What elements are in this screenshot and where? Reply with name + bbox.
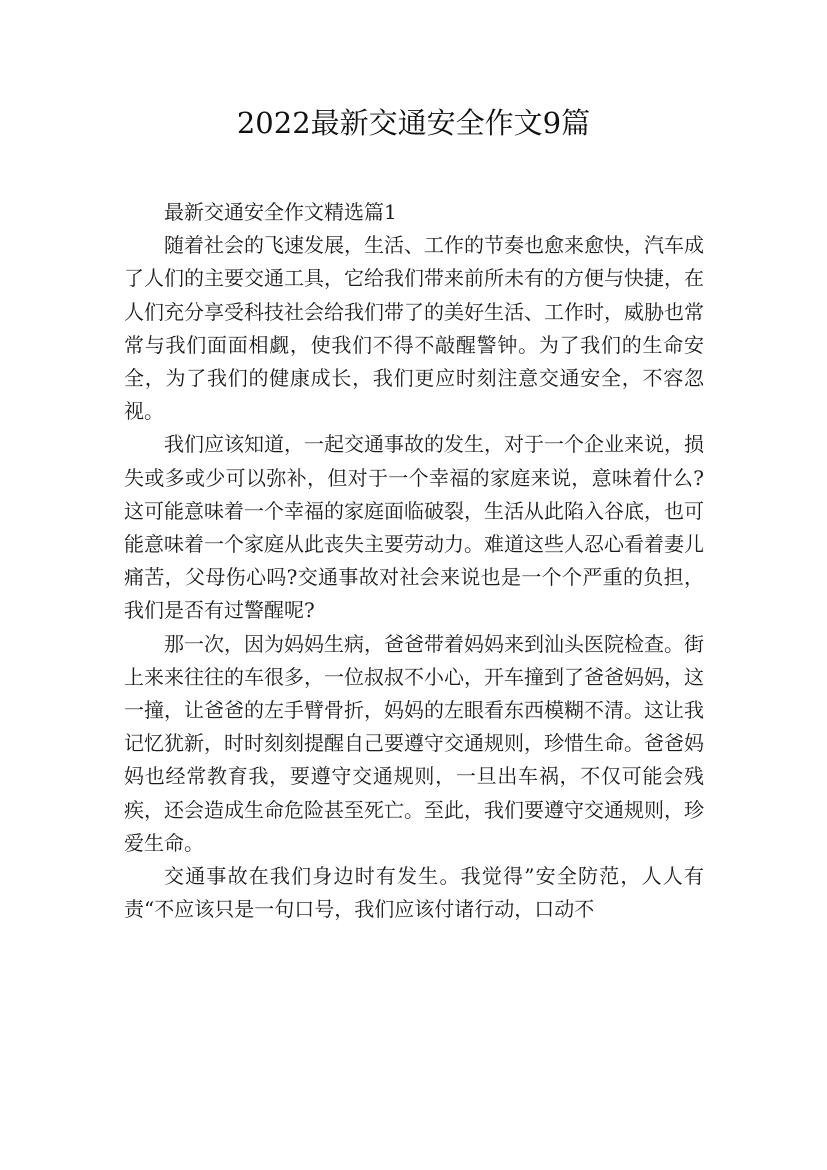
paragraph-3: 那一次，因为妈妈生病，爸爸带着妈妈来到汕头医院检查。街上来来往往的车很多，一位叔叔不小心，开车撞到了爸爸妈妈，这一撞，让爸爸的左手臂骨折，妈妈的左眼看东西模糊不清。这让我记忆犹新，时时刻刻提醒自己要遵守交通规则，珍惜生命。爸爸妈妈也经常教育我，要遵守交通规则，一旦出车祸，不仅可能会残疾，还会造成生命危险甚至死亡。至此，我们要遵守交通规则，珍爱生命。	[124, 631, 704, 855]
paragraph-1: 随着社会的飞速发展，生活、工作的节奏也愈来愈快，汽车成了人们的主要交通工具，它给我们带来前所未有的方便与快捷，在人们充分享受科技社会给我们带了的美好生活、工作时，威胁也常常与我们面面相觑，使我们不得不敲醒警钟。为了我们的生命安全，为了我们的健康成长，我们更应时刻注意交通安全，不容忽视。	[124, 233, 704, 424]
paragraph-4: 交通事故在我们身边时有发生。我觉得”安全防范，人人有责“不应该只是一句口号，我们应该付诸行动，口动不	[124, 864, 704, 922]
section-heading: 最新交通安全作文精选篇1	[164, 200, 397, 224]
document-body	[124, 196, 704, 926]
paragraph-2: 我们应该知道，一起交通事故的发生，对于一个企业来说，损失或多或少可以弥补，但对于一个幸福的家庭来说，意味着什么?这可能意味着一个幸福的家庭面临破裂，生活从此陷入谷底，也可能意味着一个家庭从此丧失主要劳动力。难道这些人忍心看着妻儿痛苦，父母伤心吗?交通事故对社会来说也是一个个严重的负担，我们是否有过警醒呢?	[124, 432, 704, 623]
document-title: 2022最新交通安全作文9篇	[236, 106, 591, 140]
